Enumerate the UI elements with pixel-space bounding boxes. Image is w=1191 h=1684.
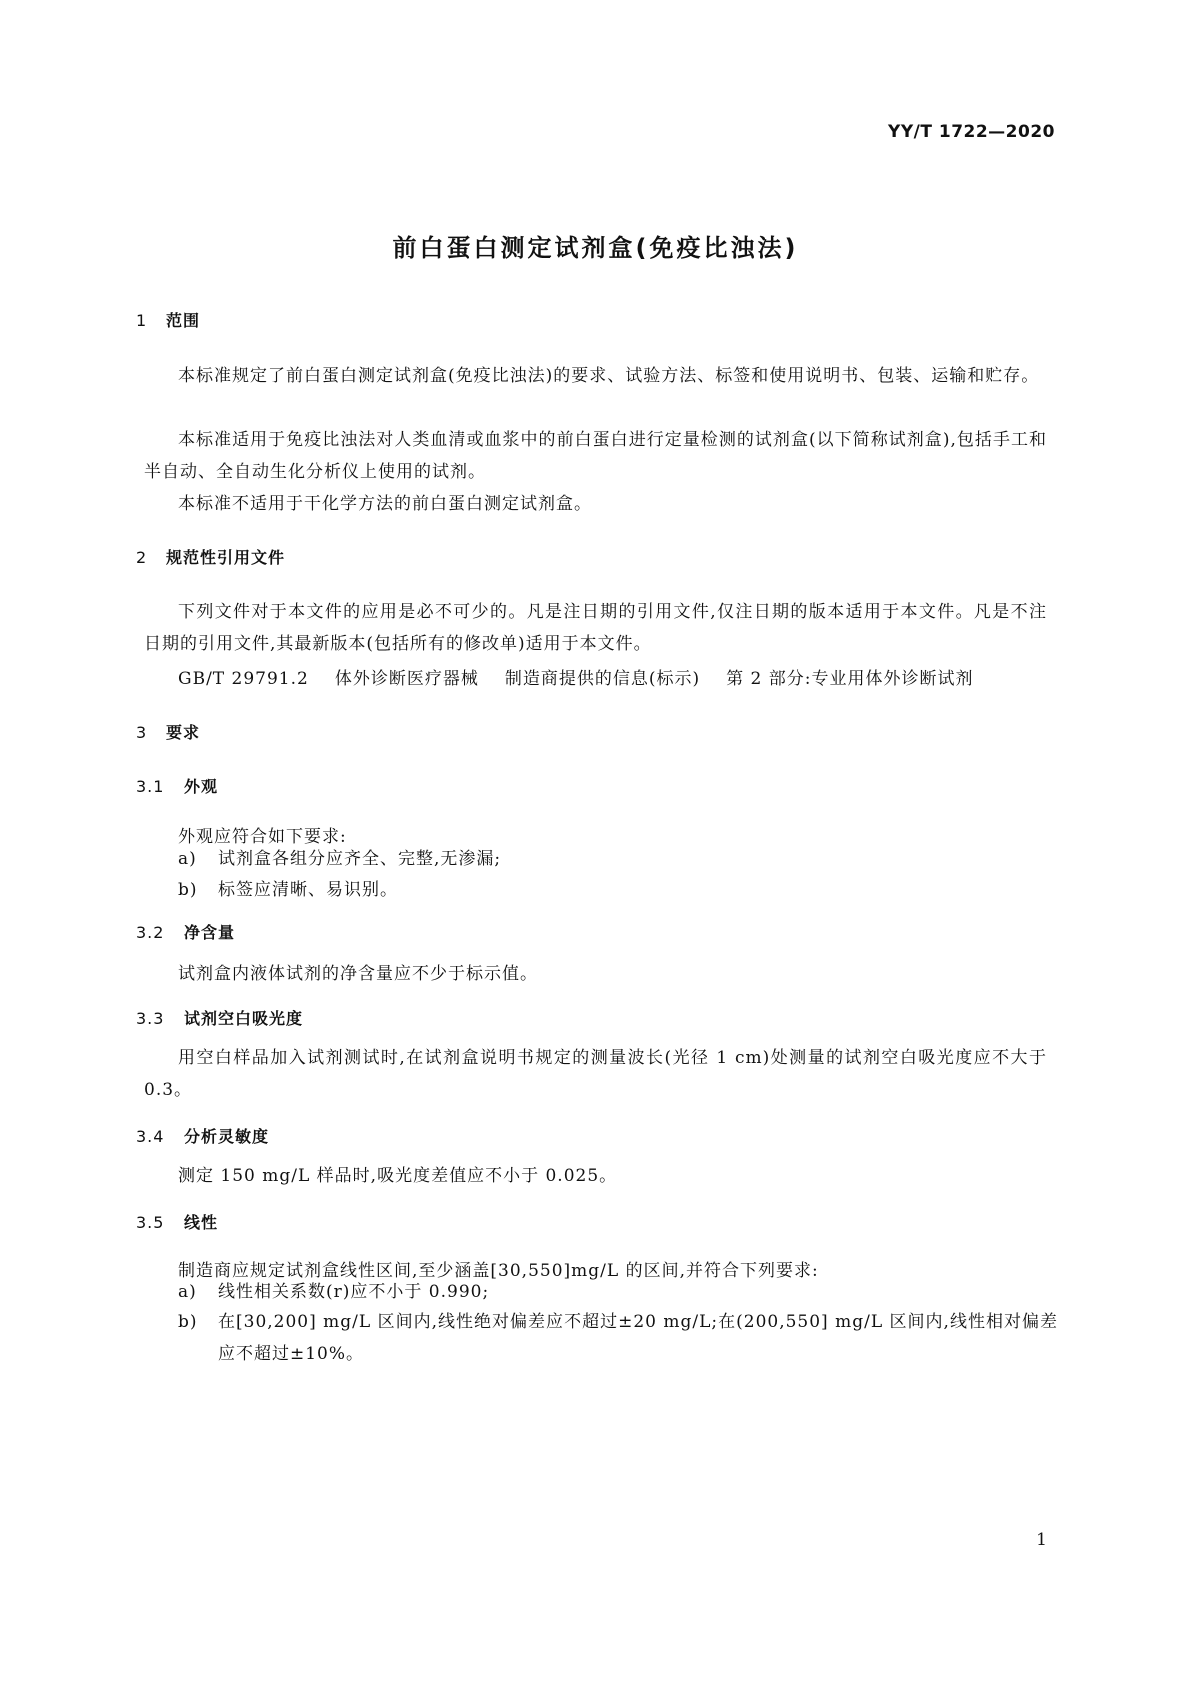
list-item [178,843,1058,875]
list-item-text: 线性相关系数(r)应不小于 0.990; [218,1282,490,1302]
reagent-blank-absorbance-text: 用空白样品加入试剂测试时,在试剂盒说明书规定的测量波长(光径 1 cm)处测量的试剂空白吸光度应不大于 0.3。 [144,1048,1047,1100]
section-number: 2 [136,548,148,567]
section-number: 1 [136,311,148,330]
list-item-label: b) [178,880,198,900]
reference-title-part-2: 制造商提供的信息(标示) [504,669,701,689]
list-item-label: a) [178,1282,197,1302]
list-item-text: 标签应清晰、易识别。 [218,880,398,900]
list-item-text: 在[30,200] mg/L 区间内,线性绝对偏差应不超过±20 mg/L;在(200,550] mg/L 区间内,线性相对偏差应不超过±10%。 [218,1312,1058,1364]
list-item-label: a) [178,849,197,869]
section-number: 3.2 [136,923,165,942]
section-number: 3.1 [136,777,165,796]
section-2-paragraph-1: 下列文件对于本文件的应用是必不可少的。凡是注日期的引用文件,仅注日期的版本适用于本文件。凡是不注日期的引用文件,其最新版本(包括所有的修改单)适用于本文件。 [144,602,1047,654]
page-number: 1 [1036,1530,1047,1550]
reference-title-part-3: 第 2 部分:专业用体外诊断试剂 [726,669,974,689]
section-1-paragraph-3: 本标准不适用于干化学方法的前白蛋白测定试剂盒。 [178,494,592,514]
section-title: 试剂空白吸光度 [184,1009,304,1028]
section-3-2-heading [136,920,235,943]
document-title: 前白蛋白测定试剂盒(免疫比浊法) [392,234,799,262]
section-title: 分析灵敏度 [184,1127,270,1146]
section-number: 3.3 [136,1009,165,1028]
section-3-1-heading [136,774,218,797]
section-1-paragraph-1: 本标准规定了前白蛋白测定试剂盒(免疫比浊法)的要求、试验方法、标签和使用说明书、包装、运输和贮存。 [178,366,1040,386]
list-item [178,1306,1058,1370]
section-2-heading [136,545,285,568]
section-1-heading [136,308,200,331]
standard-number: YY/T 1722—2020 [888,122,1055,142]
list-item-text: 试剂盒各组分应齐全、完整,无渗漏; [218,849,502,869]
list-item [178,1276,1058,1308]
section-3-5-heading [136,1210,218,1233]
analytical-sensitivity-text: 测定 150 mg/L 样品时,吸光度差值应不小于 0.025。 [178,1166,618,1186]
section-title: 外观 [184,777,219,796]
reference-title-part-1: 体外诊断医疗器械 [334,669,479,689]
section-title: 规范性引用文件 [166,548,286,567]
net-content-text: 试剂盒内液体试剂的净含量应不少于标示值。 [178,964,538,984]
list-item [178,874,1058,906]
section-title: 要求 [166,723,201,742]
reference-code: GB/T 29791.2 [178,669,309,689]
section-3-3-heading [136,1006,303,1029]
normative-reference [178,664,1058,689]
section-3-heading [136,720,200,743]
section-number: 3.4 [136,1127,165,1146]
section-number: 3 [136,723,148,742]
linearity-intro: 制造商应规定试剂盒线性区间,至少涵盖[30,550]mg/L 的区间,并符合下列要求: [178,1261,819,1281]
section-number: 3.5 [136,1213,165,1232]
section-title: 线性 [184,1213,219,1232]
list-item-label: b) [178,1312,198,1332]
section-3-4-heading [136,1124,269,1147]
appearance-intro: 外观应符合如下要求: [178,827,347,847]
section-title: 范围 [166,311,201,330]
section-title: 净含量 [184,923,236,942]
section-1-paragraph-2: 本标准适用于免疫比浊法对人类血清或血浆中的前白蛋白进行定量检测的试剂盒(以下简称试剂盒),包括手工和半自动、全自动生化分析仪上使用的试剂。 [144,430,1047,482]
